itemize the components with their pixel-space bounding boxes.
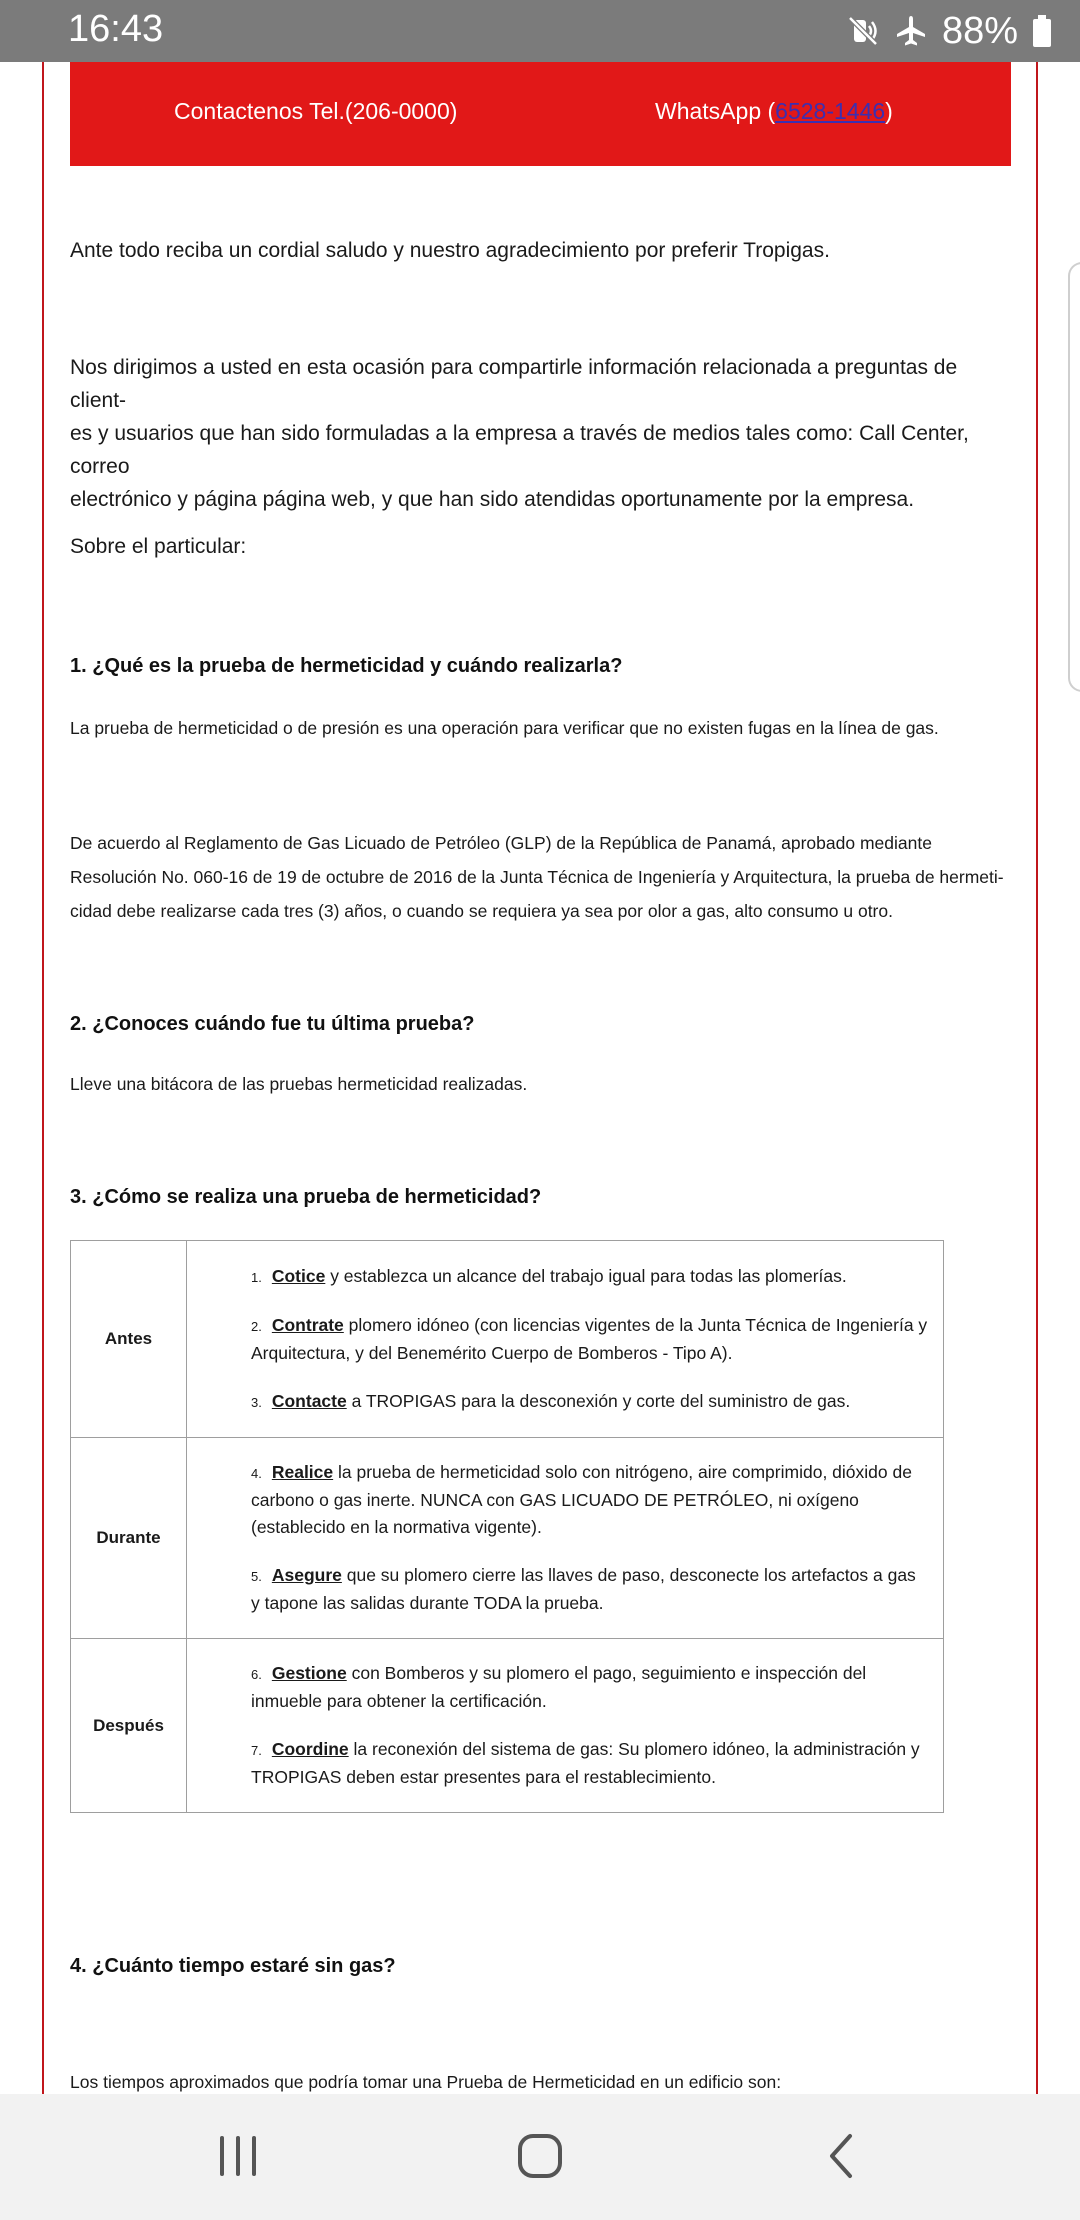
table-row: [71, 1241, 944, 1438]
section2-text: Lleve una bitácora de las pruebas hermeticidad realizadas.: [70, 1074, 528, 1094]
whatsapp-number-link[interactable]: 6528-1446: [775, 98, 886, 124]
list-item: 7. Coordine la reconexión del sistema de gas: Su plomero idóneo, la administración y TROPIGAS deben estar presentes para el restablecimiento.: [251, 1739, 920, 1787]
phase-steps: [187, 1438, 944, 1639]
phase-label: Durante: [71, 1438, 187, 1639]
list-item: 2. Contrate plomero idóneo (con licencias vigentes de la Junta Técnica de Ingeniería y Arquitectura, y del Benemérito Cuerpo de Bomberos - Tipo A).: [251, 1314, 928, 1363]
navigation-bar: [0, 2094, 1080, 2220]
status-bar: [0, 0, 1080, 62]
phase-steps: [187, 1241, 944, 1438]
page-border-left: [42, 62, 44, 2094]
list-item: 4. Realice la prueba de hermeticidad solo con nitrógeno, aire comprimido, dióxido de carbono o gas inerte. NUNCA con GAS LICUADO DE PETRÓLEO, ni oxígeno (establecido en la normativa vigente).: [251, 1462, 912, 1537]
status-icons: [846, 8, 1052, 54]
particular-text: Sobre el particular:: [70, 535, 247, 558]
table-row: [71, 1438, 944, 1639]
section1-definition: La prueba de hermeticidad o de presión es una operación para verificar que no existen fugas en la línea de gas.: [70, 718, 939, 738]
section1-heading: 1. ¿Qué es la prueba de hermeticidad y cuándo realizarla?: [70, 655, 623, 677]
list-item: 6. Gestione con Bomberos y su plomero el pago, seguimiento e inspección del inmueble para obtener la certificación.: [251, 1663, 867, 1711]
section3-heading: 3. ¿Cómo se realiza una prueba de hermeticidad?: [70, 1186, 542, 1208]
greeting-text: Ante todo reciba un cordial saludo y nuestro agradecimiento por preferir Tropigas.: [70, 239, 830, 262]
edge-panel-handle[interactable]: [1068, 262, 1080, 692]
phase-label: Después: [71, 1639, 187, 1813]
table-row: [71, 1639, 944, 1813]
status-time: 16:43: [68, 8, 164, 50]
section2-heading: 2. ¿Conoces cuándo fue tu última prueba?: [70, 1013, 475, 1035]
airplane-mode-icon: [894, 14, 928, 48]
battery-percent: 88%: [941, 9, 1018, 52]
section4-heading: 4. ¿Cuánto tiempo estaré sin gas?: [70, 1955, 396, 1977]
section4-text: Los tiempos aproximados que podría tomar una Prueba de Hermeticidad en un edificio son:: [70, 2072, 782, 2092]
list-item: 1. Cotice y establezca un alcance del trabajo igual para todas las plomerías.: [251, 1265, 847, 1286]
phase-steps: [187, 1639, 944, 1813]
phase-label: Antes: [71, 1241, 187, 1438]
list-item: 5. Asegure que su plomero cierre las llaves de paso, desconecte los artefactos a gas y tapone las salidas durante TODA la prueba.: [251, 1565, 916, 1613]
purpose-paragraph: Nos dirigimos a usted en esta ocasión para compartirle información relacionada a preguntas de client- es y usuarios que han sido formuladas a la empresa a través de medios tales como: Call Center, correo electrónico y página página web, y que han sido atendidas oportunamente por la empresa.: [70, 356, 969, 511]
list-item: 3. Contacte a TROPIGAS para la desconexión y corte del suministro de gas.: [251, 1390, 851, 1411]
section1-regulation: De acuerdo al Reglamento de Gas Licuado de Petróleo (GLP) de la República de Panamá, aprobado mediante Resolución No. 060-16 de 19 de octubre de 2016 de la Junta Técnica de Ingeniería y Arquitectura, la prueba de hermeti- cidad debe realizarse cada tres (3) años, o cuando se requiera ya sea por olor a gas, alto consumo u otro.: [70, 833, 1004, 921]
battery-icon: [1032, 14, 1052, 48]
back-icon[interactable]: [814, 2128, 870, 2189]
contact-banner: [70, 62, 1011, 166]
whatsapp-contact: WhatsApp (6528-1446): [655, 98, 893, 124]
mute-icon: [846, 14, 880, 48]
steps-table: [70, 1240, 944, 1813]
contact-phone: Contactenos Tel.(206-0000): [174, 98, 458, 124]
recent-apps-icon[interactable]: [210, 2128, 266, 2189]
home-icon[interactable]: [512, 2128, 568, 2189]
page-border-right: [1036, 62, 1038, 2094]
